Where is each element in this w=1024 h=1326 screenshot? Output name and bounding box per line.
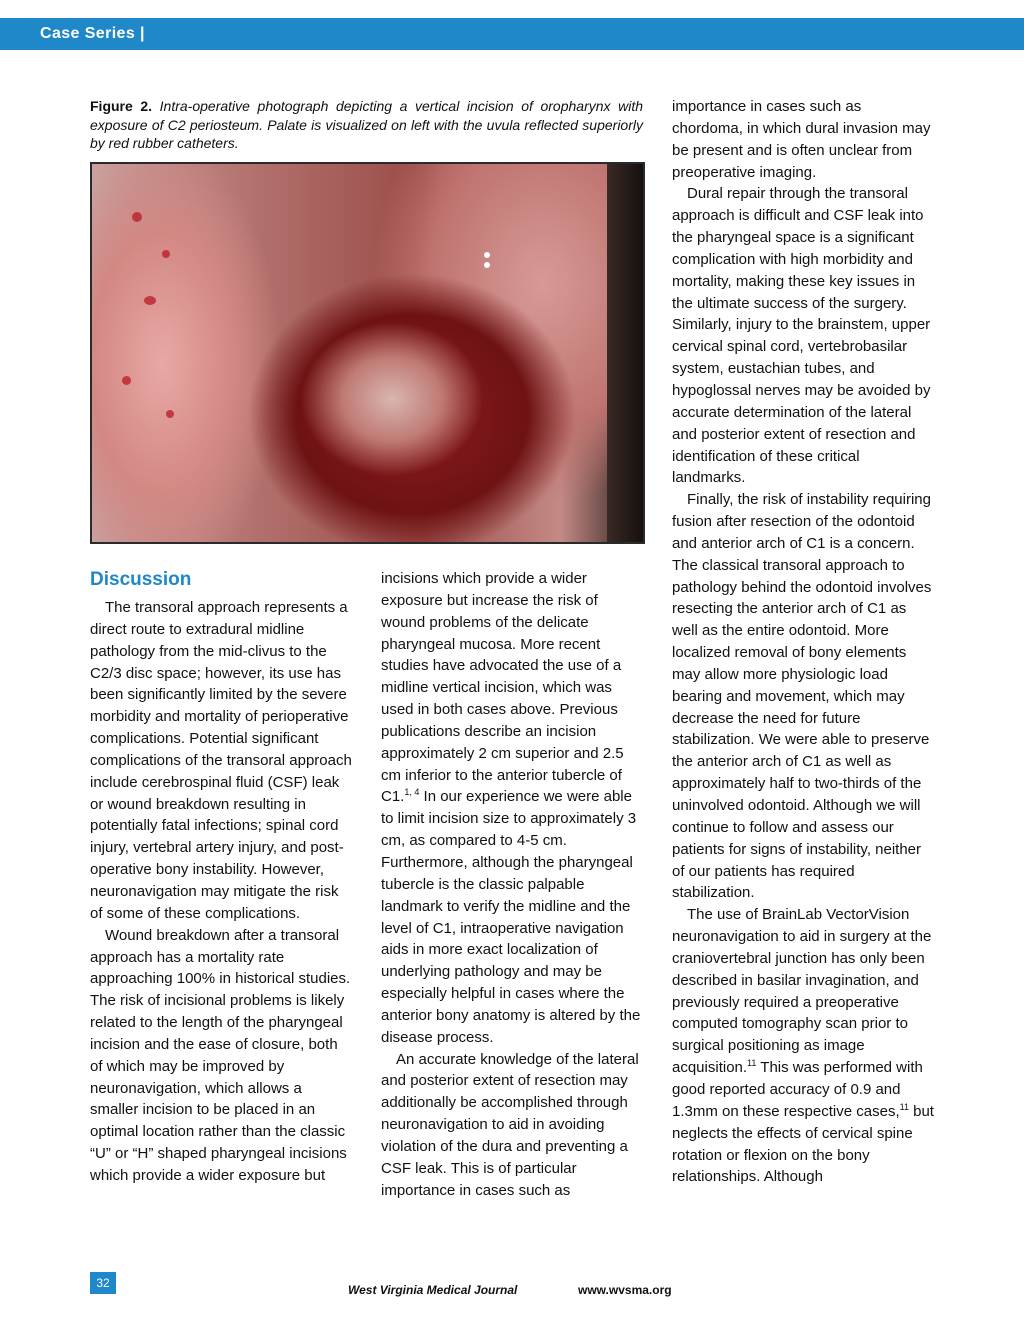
paragraph-continued: importance in cases such as chordoma, in which dural invasion may be present and is often unclear from preoperative imaging. <box>672 98 931 181</box>
paragraph-text: but neglects the effects of cervical spine rotation or flexion on the bony relationships. Although <box>672 1102 934 1186</box>
paragraph <box>672 904 934 1188</box>
section-header-bar <box>0 18 1024 50</box>
text-column-3 <box>672 96 934 1188</box>
paragraph: The transoral approach represents a direct route to extradural midline pathology from the mid-clivus to the C2/3 disc space; however, its use has been significantly limited by the severe morbidity and mortality of perioperative complications. Potential significant complications of the transoral approach include cerebrospinal fluid (CSF) leak or wound breakdown resulting in potentially fatal infections; spinal cord injury, vertebral artery injury, and post-operative bony instability. However, neuronavigation may mitigate the risk of some of these complications. <box>90 599 352 922</box>
citation: 1, 4 <box>404 787 420 798</box>
paragraph-text: This was performed with good reported accuracy of 0.9 and 1.3mm on these respective cases, <box>672 1059 923 1120</box>
figure-label: Figure 2. <box>90 98 153 114</box>
paragraph: Finally, the risk of instability requiring fusion after resection of the odontoid and anterior arch of C1 is a concern. The classical transoral approach to pathology behind the odontoid involves resecting the anterior arch of C1 as well as the entire odontoid. More localized removal of bony elements may allow more physiologic load bearing and movement, which may decrease the need for future stabilization. We were able to preserve the anterior arch of C1 as well as approximately half to two-thirds of the uninvolved odontoid. Although we will continue to follow and assess our patients for signs of instability, neither of our patients has required stabilization. <box>672 491 932 902</box>
paragraph: Dural repair through the transoral approach is difficult and CSF leak into the pharyngeal space is a significant complication with high morbidity and mortality, making these key issues in the ultimate success of the surgery. Similarly, injury to the brainstem, upper cervical spinal cord, vertebrobasilar system, eustachian tubes, and hypoglossal nerves may be avoided by accurate determination of the lateral and posterior extent of resection and identification of these critical landmarks. <box>672 185 931 487</box>
page-number: 32 <box>90 1272 116 1294</box>
website-link[interactable]: www.wvsma.org <box>578 1283 672 1297</box>
figure-caption <box>90 97 643 153</box>
text-column-1 <box>90 568 352 1187</box>
paragraph-text: In our experience we were able to limit incision size to approximately 3 cm, as compared to 4-5 cm. Furthermore, although the pharyngeal tubercle is the classic palpable landmark to verify the midline and the level of C1, intraoperative navigation aids in more exact localization of underlying pathology and may be especially helpful in cases where the anterior bony anatomy is altered by the disease process. <box>381 788 641 1046</box>
citation: 11 <box>899 1101 909 1112</box>
intraoperative-photo <box>90 162 645 544</box>
paragraph-text: The use of BrainLab VectorVision neuronavigation to aid in surgery at the craniovertebral junction has only been described in basilar invagination, and previously required a preoperative computed tomography scan prior to surgical positioning as image acquisition. <box>672 906 932 1077</box>
paragraph-text: An accurate knowledge of the lateral and posterior extent of resection may additionally be accomplished through neuronavigation to aid in avoiding violation of the dura and preventing a CSF leak. This is of particular importance in cases such as <box>381 1050 639 1199</box>
paragraph-text: Wound breakdown after a transoral approach has a mortality rate approaching 100% in historical studies. The risk of incisional problems is likely related to the length of the pharyngeal incision and the ease of closure, both of which may be improved by neuronavigation, which allows a smaller incision to be placed in an optimal location rather than the classic “U” or “H” shaped pharyngeal incisions which provide a wider exposure but <box>90 926 351 1184</box>
section-label: Case Series | <box>40 25 145 42</box>
journal-name: West Virginia Medical Journal <box>348 1283 518 1297</box>
paragraph <box>90 925 352 1187</box>
paragraph-continued: incisions which provide a wider exposure but increase the risk of wound problems of the delicate pharyngeal mucosa. More recent studies have advocated the use of a midline vertical incision, which was used in both cases above. Previous publications describe an incision approximately 2 cm superior and 2.5 cm inferior to the anterior tubercle of C1.$^{1, 4}$ In our experience we were able to limit incision size to approximately 3 cm, as compared to 4-5 cm. Furthermore, although the pharyngeal tubercle is the classic palpable landmark to verify the midline and the level of C1, intraoperative navigation aids in more exact localization of underlying pathology and may be especially helpful in cases where the anterior bony anatomy is altered by the disease process. <box>381 570 641 1046</box>
discussion-heading: Discussion <box>90 569 192 590</box>
figure-caption-text: Intra-operative photograph depicting a vertical incision of oropharynx with exposure of C2 periosteum. Palate is visualized on left with the uvula reflected superiorly by red rubber catheters. <box>90 98 644 151</box>
text-column-2 <box>381 568 643 1202</box>
citation: 11 <box>747 1058 757 1069</box>
paragraph <box>381 1049 643 1202</box>
